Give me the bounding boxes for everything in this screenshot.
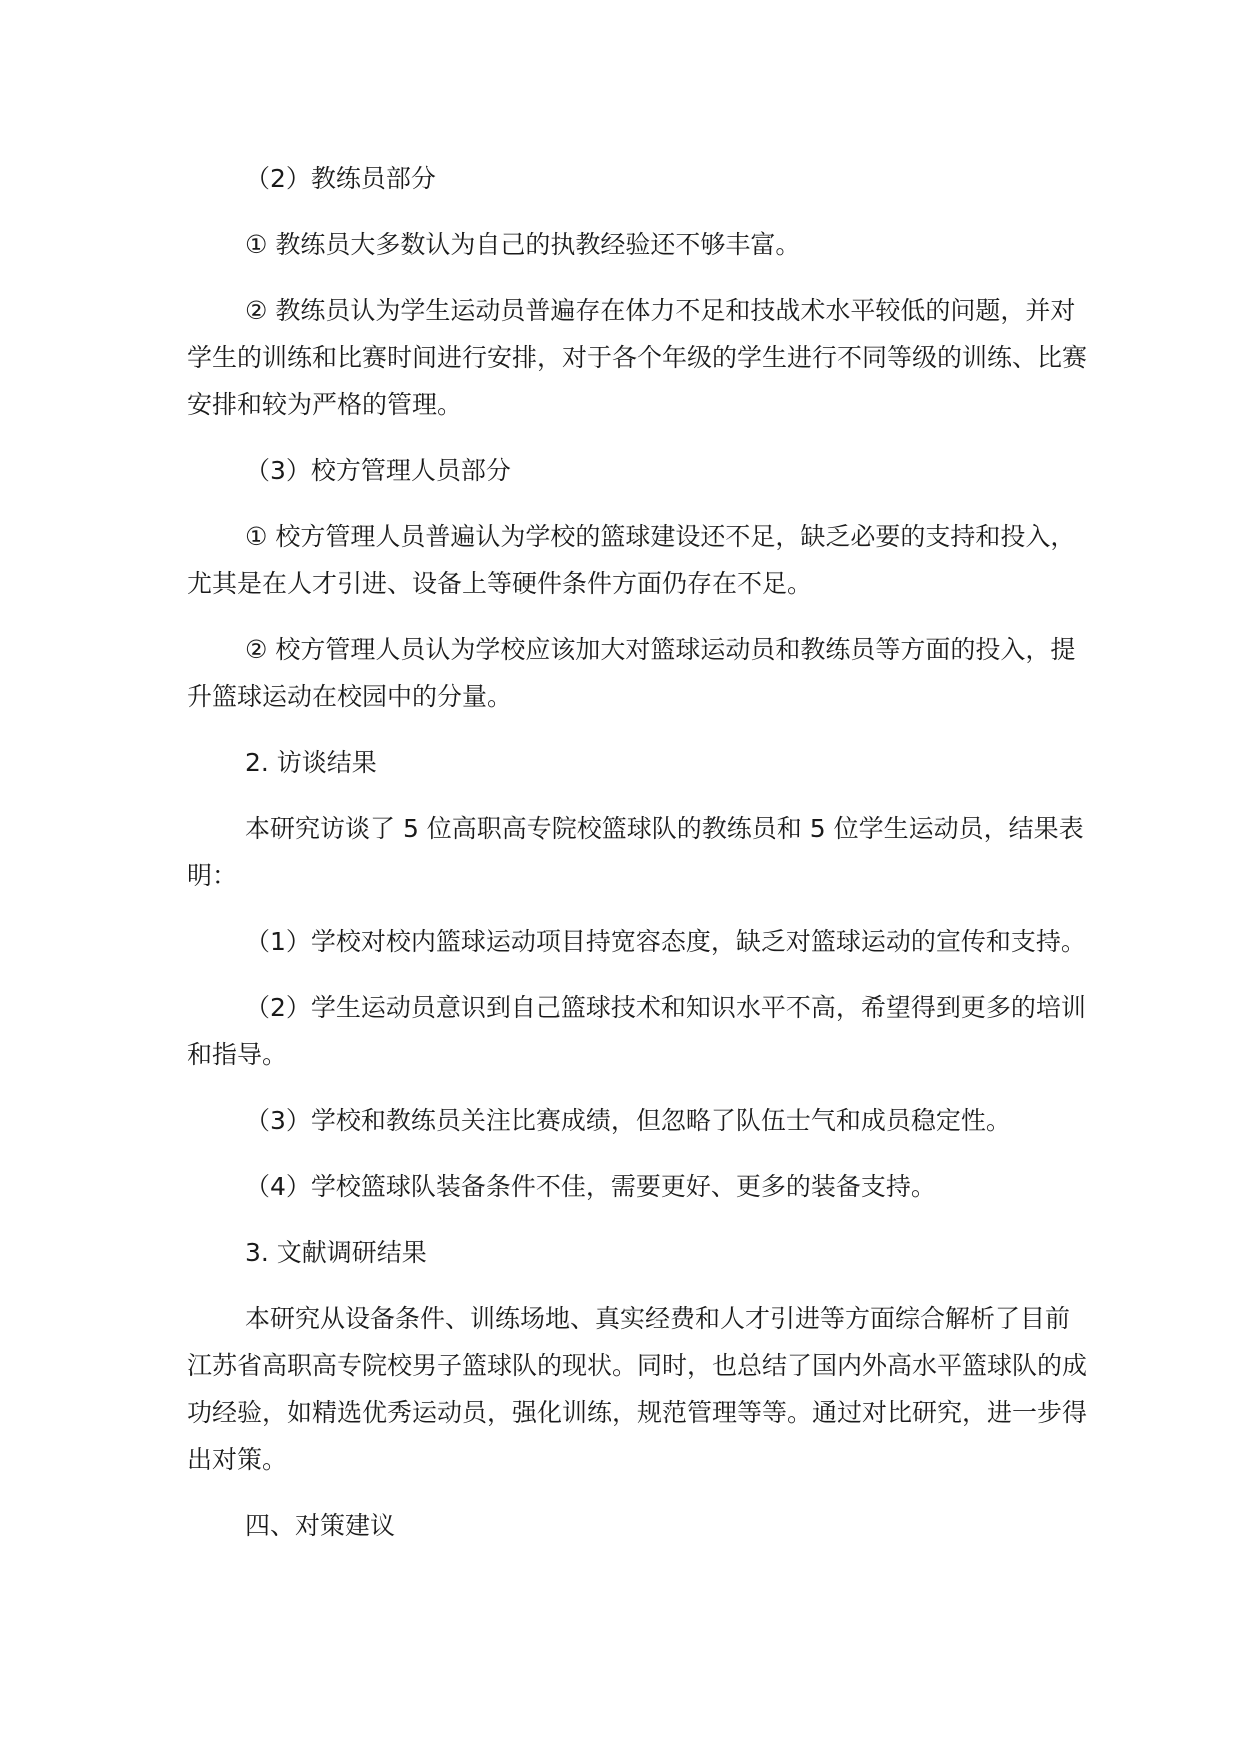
- paragraph-coaches-2: ② 教练员认为学生运动员普遍存在体力不足和技战术水平较低的问题，并对学生的训练和比赛时间进行安排，对于各个年级的学生进行不同等级的训练、比赛安排和较为严格的管理。: [187, 296, 1088, 419]
- subsection-heading-coaches: （2）教练员部分: [245, 164, 436, 193]
- paragraph-management-1: ① 校方管理人员普遍认为学校的篮球建设还不足，缺乏必要的支持和投入，尤其是在人才引进、设备上等硬件条件方面仍存在不足。: [187, 522, 1076, 598]
- document-body: [187, 155, 1087, 1568]
- paragraph-interview-1: （1）学校对校内篮球运动项目持宽容态度，缺乏对篮球运动的宣传和支持。: [245, 927, 1086, 956]
- paragraph-interview-3: （3）学校和教练员关注比赛成绩，但忽略了队伍士气和成员稳定性。: [245, 1106, 1011, 1135]
- section-heading-interview-results: 2. 访谈结果: [245, 748, 377, 777]
- paragraph-interview-4: （4）学校篮球队装备条件不佳，需要更好、更多的装备支持。: [245, 1172, 936, 1201]
- chapter-heading-recommendations: 四、对策建议: [245, 1511, 396, 1540]
- paragraph-interview-2: （2）学生运动员意识到自己篮球技术和知识水平不高，希望得到更多的培训和指导。: [187, 993, 1086, 1069]
- paragraph-coaches-1: ① 教练员大多数认为自己的执教经验还不够丰富。: [245, 230, 801, 259]
- subsection-heading-school-management: （3）校方管理人员部分: [245, 456, 511, 485]
- paragraph-interview-intro: 本研究访谈了 5 位高职高专院校篮球队的教练员和 5 位学生运动员，结果表明：: [187, 814, 1084, 890]
- paragraph-management-2: ② 校方管理人员认为学校应该加大对篮球运动员和教练员等方面的投入，提升篮球运动在校园中的分量。: [187, 635, 1076, 711]
- paragraph-literature: 本研究从设备条件、训练场地、真实经费和人才引进等方面综合解析了目前江苏省高职高专院校男子篮球队的现状。同时，也总结了国内外高水平篮球队的成功经验，如精选优秀运动员，强化训练，规范管理等等。通过对比研究，进一步得出对策。: [187, 1304, 1088, 1474]
- section-heading-literature-results: 3. 文献调研结果: [245, 1238, 427, 1267]
